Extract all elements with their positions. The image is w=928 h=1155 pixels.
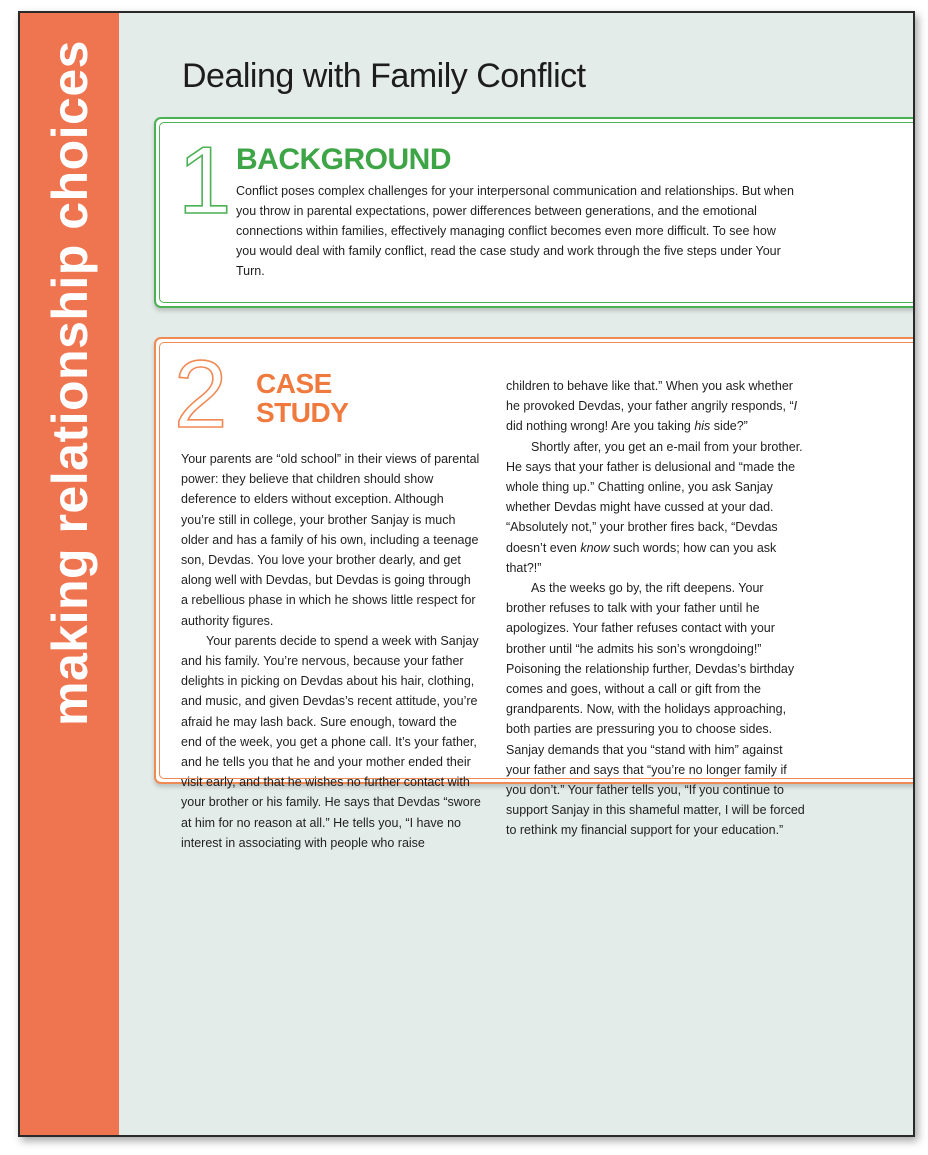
text-run: Shortly after, you get an e-mail from your brother. He says that your father is delusional and “made the whole thing up.” Chatting online, you ask Sanjay whether Devdas might have cussed at your dad. “Absolutely not,” your brother fires back, “Devdas doesn’t even	[506, 439, 803, 555]
sidebar-band	[20, 13, 119, 1135]
text-run: such words; how can you ask that?!”	[506, 540, 777, 575]
sidebar-label: making relationship choices	[42, 40, 98, 726]
background-text: Conflict poses complex challenges for your interpersonal communication and relationships. But when you throw in parental expectations, power differences between generations, and the emotional connections within families, effectively managing conflict becomes even more difficult. To see how you would deal with family conflict, read the case study and work through the five steps under Your Turn.	[236, 184, 794, 278]
text-run: side?”	[710, 419, 748, 434]
case-paragraph: Your parents are “old school” in their views of parental power: they believe that children should show deference to elders without exception. Although you’re still in college, your brother Sanjay is much older and has a family of his own, including a teenage son, Devdas. You love your brother dearly, and get along well with Devdas, but Devdas is going through a rebellious phase in which he shows little respect for authority figures.	[181, 452, 480, 628]
case-study-heading-line2: STUDY	[256, 397, 349, 428]
case-paragraph	[506, 437, 806, 578]
page-title: Dealing with Family Conflict	[182, 57, 586, 95]
text-run: children to behave like that.” When you ask whether he provoked Devdas, your father angrily responds, “	[506, 379, 794, 414]
case-study-box	[154, 337, 915, 850]
case-paragraph	[506, 376, 806, 437]
case-paragraph: As the weeks go by, the rift deepens. Your brother refuses to talk with your father until he apologizes. Your father refuses contact with your brother until “he admits his son’s wrongdoing!” Poisoning the relationship further, Devdas’s birthday comes and goes, without a call or gift from the grandparents. Now, with the holidays approaching, both parties are pressuring you to choose sides. Sanjay demands that you “stand with him” against your father and says that “you’re no longer family if you don’t.” Your father tells you, “If you continue to support Sanjay in this shameful matter, I will be forced to rethink my financial support for your education.”	[506, 581, 805, 838]
case-study-column-1	[181, 449, 481, 853]
background-box	[154, 117, 915, 308]
italic-run: I	[793, 399, 798, 414]
italic-run: know	[580, 540, 610, 555]
case-study-column-2	[506, 376, 806, 841]
case-study-heading	[256, 369, 376, 427]
step-number-2: 2	[174, 341, 228, 448]
case-paragraph: Your parents decide to spend a week with Sanjay and his family. You’re nervous, because your father delights in picking on Devdas about his hair, clothing, and music, and given Devdas’s recent attitude, you’re afraid he may lash back. Sure enough, toward the end of the week, you get a phone call. It’s your father, and he tells you that he and your mother ended their visit early, and that he wishes no further contact with your brother or his family. He says that Devdas “swore at him for no reason at all.” He tells you, “I have no interest in associating with people who raise	[181, 633, 481, 850]
case-study-heading-line1: CASE	[256, 368, 332, 399]
background-heading: BACKGROUND	[236, 143, 451, 176]
step-number-1: 1	[178, 127, 232, 234]
italic-run: his	[694, 419, 711, 434]
textbook-page	[18, 11, 915, 1137]
text-run: did nothing wrong! Are you taking	[506, 419, 695, 434]
